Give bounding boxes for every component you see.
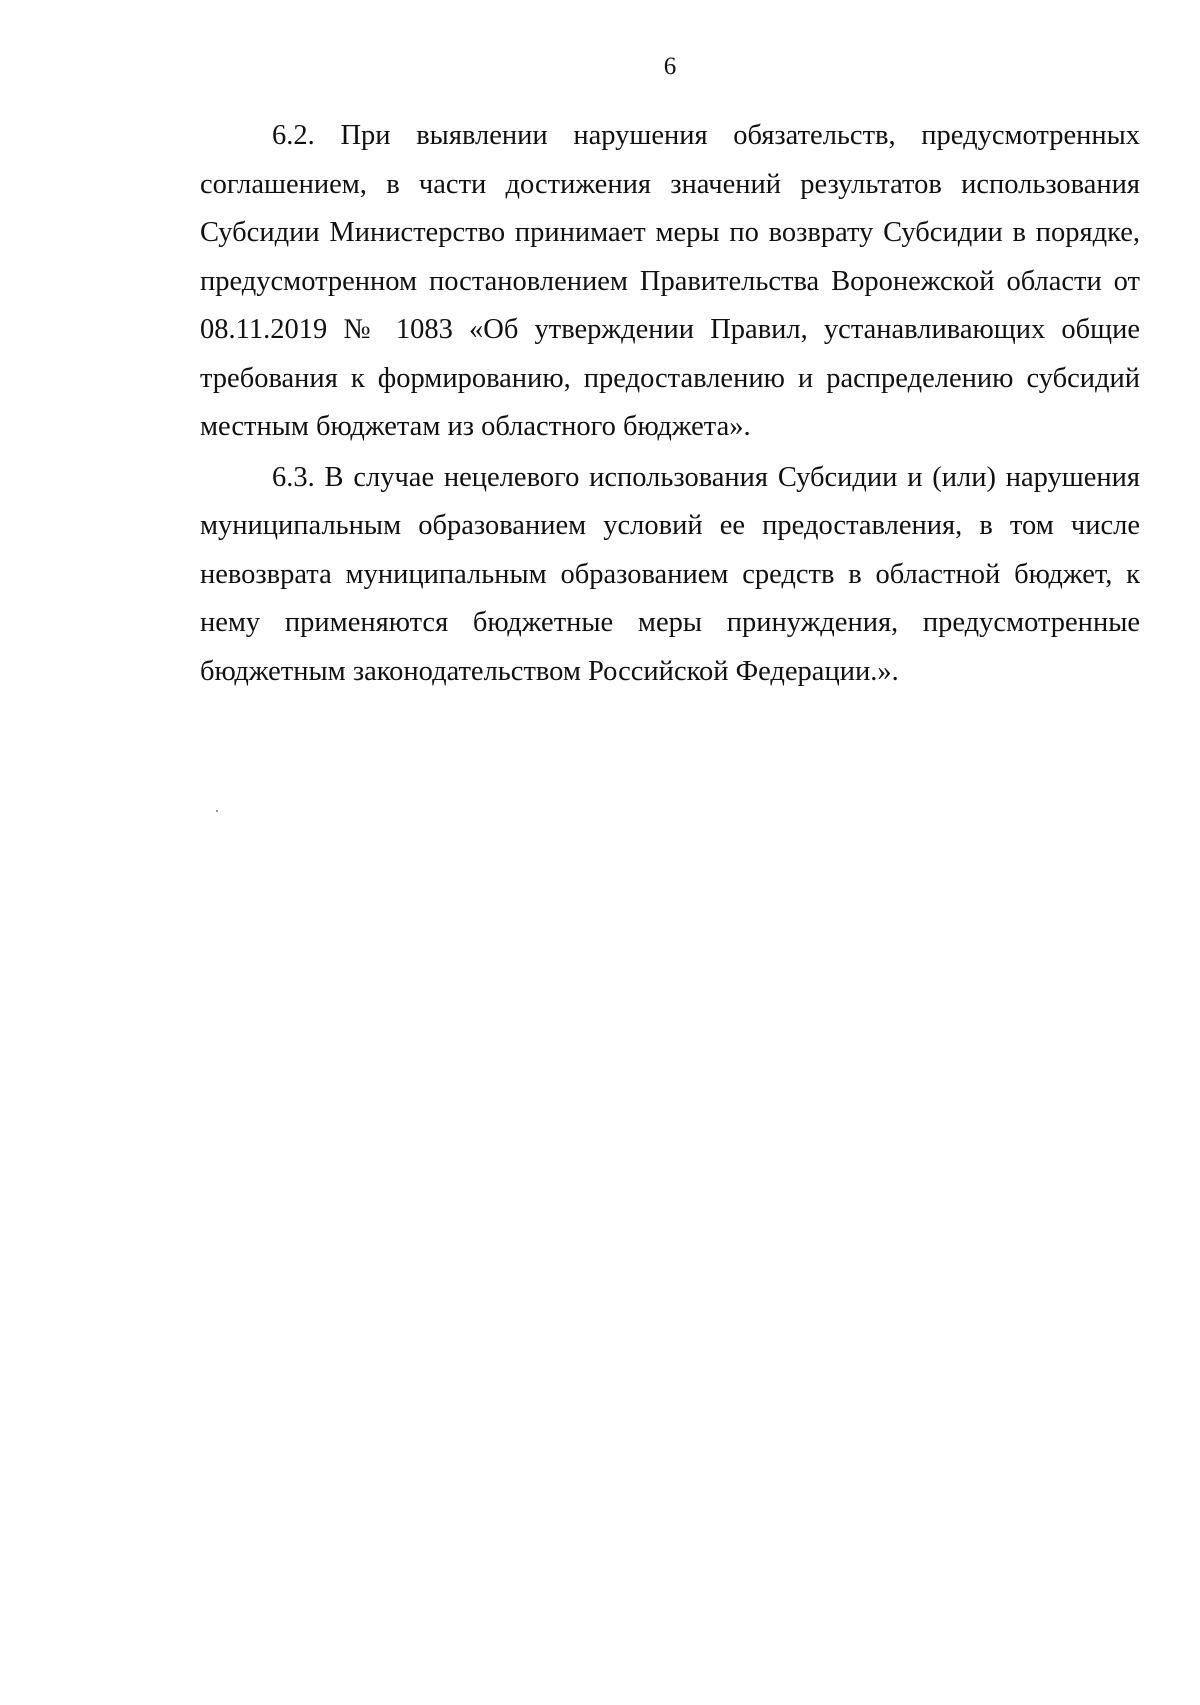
document-body — [200, 112, 1140, 698]
paragraph-6-2: 6.2. При выявлении нарушения обязательств, предусмотренных соглашением, в части достижения значений результатов использования Субсидии Министерство принимает меры по возврату Субсидии в порядке, предусмотренном постановлением Правительства Воронежской области от 08.11.2019 № 1083 «Об утверждении Правил, устанавливающих общие требования к формированию, предоставлению и распределению субсидий местным бюджетам из областного бюджета». — [200, 120, 1140, 442]
scan-speck — [216, 810, 218, 812]
paragraph-6-3: 6.3. В случае нецелевого использования Субсидии и (или) нарушения муниципальным образованием условий ее предоставления, в том числе невозврата муниципальным образованием средств в областной бюджет, к нему применяются бюджетные меры принуждения, предусмотренные бюджетным законодательством Российской Федерации.». — [200, 461, 1140, 687]
page-number: 6 — [663, 53, 677, 80]
